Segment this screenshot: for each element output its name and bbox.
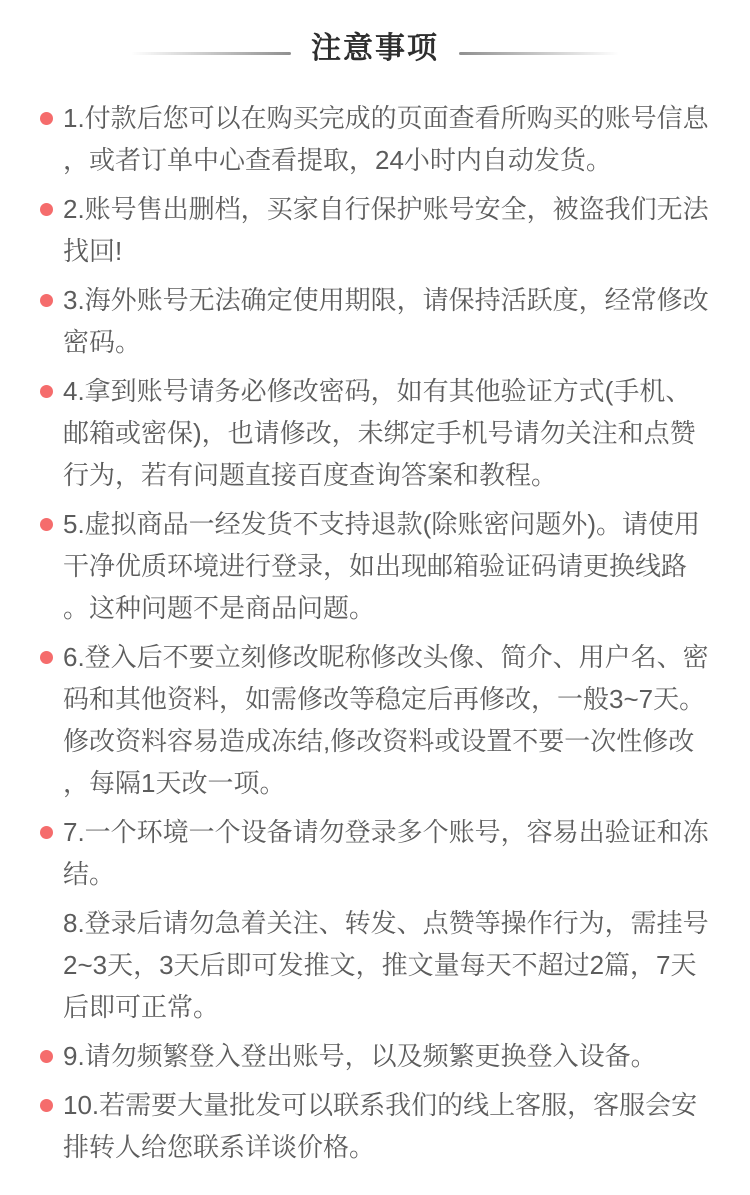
notice-item-text: 3.海外账号无法确定使用期限，请保持活跃度，经常修改密码。 (63, 285, 709, 357)
notice-item-text: 8.登录后请勿急着关注、转发、点赞等操作行为，需挂号2~3天，3天后即可发推文，推文量每天不超过2篇，7天后即可正常。 (63, 908, 709, 1022)
notice-list (0, 70, 750, 1195)
bullet-dot-icon (40, 518, 53, 531)
notice-item-text: 6.登入后不要立刻修改昵称修改头像、简介、用户名、密码和其他资料，如需修改等稳定后再修改，一般3~7天。修改资料容易造成冻结,修改资料或设置不要一次性修改，每隔1天改一项。 (63, 642, 709, 798)
title-decor-line-right (459, 52, 619, 55)
notice-item-text: 7.一个环境一个设备请勿登录多个账号，容易出验证和冻结。 (63, 817, 709, 889)
notice-list-item (40, 503, 712, 629)
notice-item-text: 4.拿到账号请务必修改密码，如有其他验证方式(手机、邮箱或密保)，也请修改，未绑定手机号请勿关注和点赞行为，若有问题直接百度查询答案和教程。 (63, 376, 696, 490)
bullet-dot-icon (40, 1099, 53, 1112)
notice-list-item (40, 811, 712, 895)
bullet-dot-icon (40, 385, 53, 398)
notice-list-item (40, 636, 712, 804)
notice-item-text: 2.账号售出删档，买家自行保护账号安全，被盗我们无法找回! (63, 194, 709, 266)
bullet-dot-icon (40, 1050, 53, 1063)
notice-list-item (40, 1035, 712, 1077)
notice-list-item (40, 902, 712, 1028)
notice-list-item (40, 370, 712, 496)
notice-list-item (40, 279, 712, 363)
bullet-dot-icon (40, 826, 53, 839)
notice-list-item (40, 1084, 712, 1168)
bullet-dot-icon (40, 294, 53, 307)
title-decor-line-left (131, 52, 291, 55)
notice-item-text: 5.虚拟商品一经发货不支持退款(除账密问题外)。请使用干净优质环境进行登录，如出现邮箱验证码请更换线路。这种问题不是商品问题。 (63, 509, 701, 623)
notice-list-item (40, 188, 712, 272)
page-title: 注意事项 (311, 32, 439, 65)
bullet-dot-icon (40, 112, 53, 125)
notice-item-text: 10.若需要大量批发可以联系我们的线上客服，客服会安排转人给您联系详谈价格。 (63, 1090, 698, 1162)
notice-list-item (40, 97, 712, 181)
bullet-dot-icon (40, 203, 53, 216)
bullet-dot-icon (40, 651, 53, 664)
notice-item-text: 9.请勿频繁登入登出账号，以及频繁更换登入设备。 (63, 1041, 657, 1071)
notice-header (0, 28, 750, 70)
notice-item-text: 1.付款后您可以在购买完成的页面查看所购买的账号信息，或者订单中心查看提取，24小时内自动发货。 (63, 103, 709, 175)
